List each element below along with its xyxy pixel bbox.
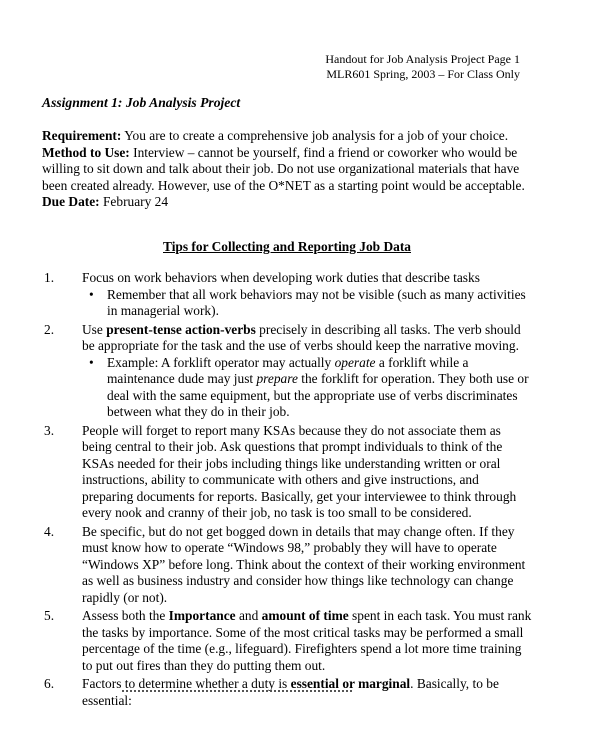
due-date-label: Due Date: [42,194,100,209]
item-text-post: spent in each task. You must rank the tasks by importance. Some of the most critical tasks may be performed a small percentage of the time (e.g., lifeguard). Firefighters spend a lot more time training to put out fires than they do putting them out. [82,608,532,673]
clipped-text-line [122,688,422,693]
item-text-pre: Factors to determine whether a duty is [82,676,291,691]
sub-list-item [85,287,532,320]
item-text-post: . Basically, to be essential: [82,676,499,708]
requirement-label: Requirement: [42,128,122,143]
list-item [42,423,532,522]
requirement-paragraph [42,128,532,145]
sub-item-emphasis-1: operate [334,354,376,370]
due-date-paragraph [42,194,532,211]
bullet-icon: • [89,354,94,370]
sub-item-text-mid: a forklift while a maintenance dude may just [107,354,469,386]
list-item [42,270,532,320]
method-text: Interview – cannot be yourself, find a friend or coworker who would be willing to sit down and talk about their job. Do not use organizational materials that have been created already. However, use of the O*NET as a starting point would be acceptable. [42,144,525,193]
sub-item-text-pre: Example: A forklift operator may actually [107,354,335,370]
requirement-text: You are to create a comprehensive job analysis for a job of your choice. [121,128,509,143]
header-line-1: Handout for Job Analysis Project Page 1 [325,52,520,66]
assignment-title: Assignment 1: Job Analysis Project [42,95,241,110]
list-item [42,322,532,421]
sub-list [82,287,532,320]
item-text-bold-1: Importance [168,608,236,623]
list-item [42,608,532,674]
item-number: 2. [44,321,55,337]
item-number: 4. [44,523,55,539]
item-text: People will forget to report many KSAs because they do not associate them as being central to their job. Ask questions that prompt individuals to think of the KSAs needed for their jobs including things like understanding written or oral instructions, ability to communicate with others and give instructions, and preparing documents for reports. Basically, get your interviewee to think through every nook and cranny of their job, no task is too small to be considered. [82,422,517,520]
bullet-icon: • [89,286,94,302]
header-line-2: MLR601 Spring, 2003 – For Class Only [326,67,520,81]
method-label: Method to Use: [42,144,130,160]
item-text-mid: and [235,608,262,623]
item-number: 5. [44,608,55,623]
assignment-details [42,128,532,211]
sub-item-text: Remember that all work behaviors may not be visible (such as many activities in managerial work). [107,286,526,318]
item-text-pre: Use [82,321,107,337]
method-paragraph [42,145,532,195]
item-text-pre: Assess both the [82,608,169,623]
page-header [325,52,520,82]
due-date-text: February 24 [99,194,169,209]
sub-list-item [85,355,532,421]
item-text: Be specific, but do not get bogged down in details that may change often. If they must know how to operate “Windows 98,” probably they will have to operate “Windows XP” before long. Think about the context of their working environment as well as business industry and consider how things like technology can change rapidly (or not). [82,523,526,605]
item-number: 6. [44,676,55,691]
tips-list [42,270,532,711]
item-number: 3. [44,422,55,438]
item-number: 1. [44,270,55,285]
item-text-bold-2: amount of time [261,608,349,623]
sub-item-emphasis-2: prepare [256,371,298,386]
sub-item-text-post: the forklift for operation. They both use or deal with the same equipment, but the appropriate use of verbs discriminates between what they do in their job. [107,371,529,419]
item-text-bold: essential or marginal [290,676,411,691]
list-item [42,524,532,607]
item-text: Focus on work behaviors when developing work duties that describe tasks [82,270,480,285]
tips-heading: Tips for Collecting and Reporting Job Data [163,239,411,254]
item-text-bold: present-tense action-verbs [106,321,256,337]
sub-list [82,355,532,421]
item-text-post: precisely in describing all tasks. The verb should be appropriate for the task and the use of verbs should keep the narrative moving. [82,321,521,353]
